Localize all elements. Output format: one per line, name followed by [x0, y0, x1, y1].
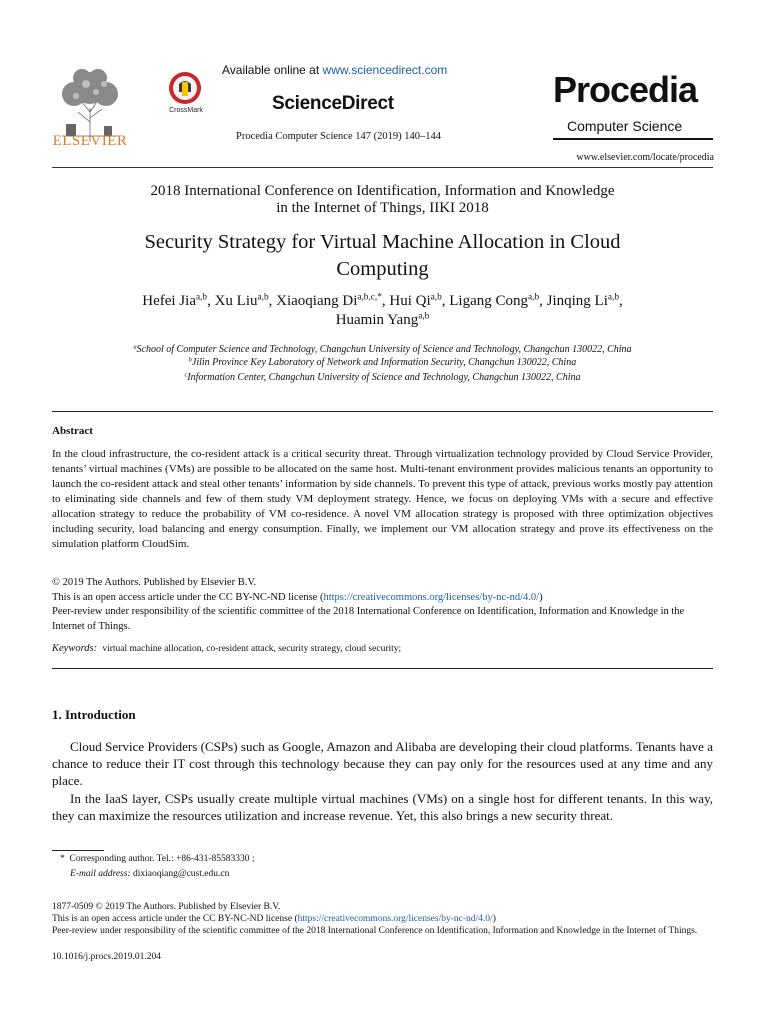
abstract-heading: Abstract — [52, 425, 93, 437]
author: Hefei Jia$^{a,b}$, — [142, 292, 215, 309]
keywords-label: Keywords: — [52, 643, 98, 654]
footnote-rule — [52, 850, 104, 851]
conference-line-1: 2018 International Conference on Identification, Information and Knowledge — [150, 183, 615, 199]
conference-line-2: in the Internet of Things, IIKI 2018 — [276, 200, 489, 216]
journal-reference: Procedia Computer Science 147 (2019) 140–144 — [236, 131, 441, 142]
affiliation-b: $^b$Jilin Province Key Laboratory of Network and Information Security, Changchun 130022, China — [188, 356, 577, 368]
abstract-license-block — [52, 576, 713, 634]
abstract-top-rule — [52, 411, 713, 412]
bottom-license-link[interactable]: https://creativecommons.org/licenses/by-nc-nd/4.0/ — [297, 914, 493, 924]
procedia-underline — [553, 138, 713, 140]
copyright-line: © 2019 The Authors. Published by Elsevier B.V. — [52, 577, 257, 588]
keywords-list: virtual machine allocation, co-resident attack, security strategy, cloud security; — [102, 644, 402, 654]
intro-paragraph-1: Cloud Service Providers (CSPs) such as Google, Amazon and Alibaba are developing their cloud platforms. Tenants have a chance to reduce their IT cost through this technology because they can pay only for the resources used at any time and any place. — [52, 739, 713, 788]
email-address[interactable]: dixiaoqiang@cust.edu.cn — [132, 869, 230, 879]
sciencedirect-link[interactable]: www.sciencedirect.com — [322, 63, 448, 77]
available-prefix: Available online at — [222, 63, 323, 77]
abstract-text: In the cloud infrastructure, the co-resident attack is a critical security threat. Through virtualization technology provided by Cloud Service Provider, tenants’ virtual machines (VMs) are possible to be allocated on the same host. Multi-tenant environment provides malicious tenants an opportunity to launch the co-resident attack and steal other tenants’ information by side channels. To prevent this type of attack, previous works mostly pay attention to eliminating side channels and few of them study VM deployment strategy. Hence, we focus on deploying VMs with a secure and effective allocation strategy to reduce the probability of VM co-residence. A novel VM allocation strategy is proposed with three optimization objectives including security, load balancing and energy consumption. Finally, we implement our VM allocation strategy and prove its effectiveness on the simulation platform CloudSim. — [52, 448, 713, 550]
author: Hui Qi$^{a,b}$, — [389, 292, 450, 309]
abstract-bottom-rule — [52, 668, 713, 669]
affiliation-a: $^a$School of Computer Science and Technology, Changchun University of Science and Technology, Changchun 130022, China — [133, 343, 632, 355]
bottom-license-line: This is an open access article under the CC BY-NC-ND license (https://creativecommons.org/licenses/by-nc-nd/4.0/) — [52, 914, 496, 924]
doi-line[interactable]: 10.1016/j.procs.2019.01.204 — [52, 952, 161, 962]
procedia-subtitle: Computer Science — [567, 118, 683, 134]
peer-review-line: Peer-review under responsibility of the scientific committee of the 2018 International Conference on Identification, Information and Knowledge in the Internet of Things. — [52, 606, 685, 632]
journal-url-link[interactable]: www.elsevier.com/locate/procedia — [576, 152, 714, 163]
available-online-line — [222, 63, 482, 77]
conference-name — [52, 183, 713, 217]
author: Xu Liu$^{a,b}$, — [214, 292, 277, 309]
email-note: E-mail address: dixiaoqiang@cust.edu.cn — [70, 869, 230, 879]
author-list — [52, 292, 713, 330]
author: Xiaoqiang $Di^{a,b,c,*}$, — [276, 292, 390, 309]
keywords-line — [52, 643, 713, 654]
crossmark-icon[interactable] — [166, 70, 204, 122]
author: Jinqing Li$^{a,b}$, — [546, 292, 623, 309]
procedia-logo[interactable]: Procedia — [553, 69, 698, 110]
sciencedirect-logo[interactable]: ScienceDirect — [272, 93, 394, 114]
corresponding-author-note: * Corresponding author. Tel.: +86-431-85583330 ; — [60, 854, 255, 864]
title-line-1: Security Strategy for Virtual Machine Allocation in Cloud — [144, 231, 621, 253]
bottom-peer-review: Peer-review under responsibility of the scientific committee of the 2018 International Conference on Identification, Information and Knowledge in the Internet of Things. — [52, 926, 698, 936]
title-line-2: Computing — [336, 258, 429, 280]
license-line: This is an open access article under the CC BY-NC-ND license (https://creativecommons.org/licenses/by-nc-nd/4.0/) — [52, 591, 543, 603]
license-link[interactable]: https://creativecommons.org/licenses/by-nc-nd/4.0/ — [323, 591, 540, 603]
affiliation-c: $^c$Information Center, Changchun University of Science and Technology, Changchun 130022, China — [184, 371, 581, 383]
elsevier-wordmark[interactable]: ELSEVIER — [52, 133, 128, 149]
crossmark-label: CrossMark — [169, 107, 203, 114]
author: Huamin Yang$^{a,b}$ — [335, 311, 430, 328]
paper-title — [52, 229, 713, 283]
issn-line: 1877-0509 © 2019 The Authors. Published by Elsevier B.V. — [52, 902, 281, 912]
author: Ligang Cong$^{a,b}$, — [449, 292, 547, 309]
intro-paragraph-2: In the IaaS layer, CSPs usually create multiple virtual machines (VMs) on a single host for different tenants. In this way, they can maximize the resources utilization and increase revenue. Yet, this also brings a new security threat. — [52, 791, 713, 823]
header-divider — [52, 167, 713, 168]
section-heading-introduction: 1. Introduction — [52, 707, 136, 722]
